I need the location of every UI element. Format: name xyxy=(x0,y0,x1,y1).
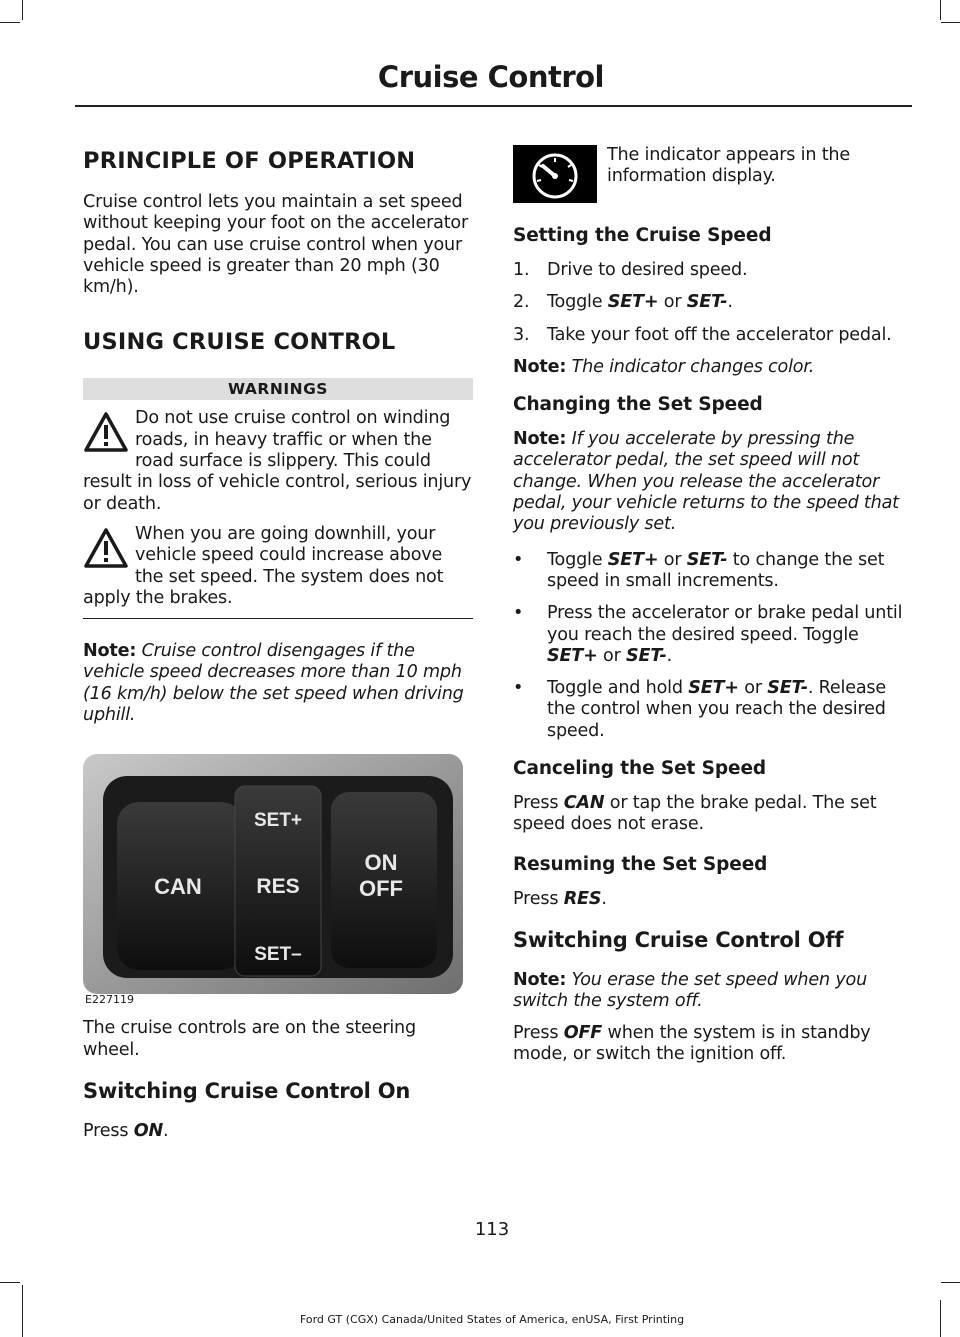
setting-heading: Setting the Cruise Speed xyxy=(513,225,772,246)
divider xyxy=(83,618,473,619)
step-number: 1. xyxy=(513,260,530,280)
bullet-text: Press the accelerator or brake pedal until you reach the desired speed. Toggle xyxy=(547,603,903,645)
off-keyword: OFF xyxy=(563,1022,603,1043)
bullet-text: Toggle xyxy=(547,549,608,570)
controls-location-text: The cruise controls are on the steering wheel. xyxy=(83,1018,416,1060)
off-text-post: when the system is in standby mode, or switch the ignition off. xyxy=(513,1022,871,1064)
off-button-label: OFF xyxy=(359,876,403,902)
bullet: • xyxy=(513,549,524,570)
warning-triangle-icon xyxy=(83,526,129,570)
steering-wheel-switch-illustration xyxy=(83,744,473,1006)
left-column xyxy=(83,148,473,1160)
bullet-text: to change the set speed in small increments. xyxy=(547,549,885,591)
step-text: Take your foot off the accelerator pedal. xyxy=(547,324,892,345)
bullet-text: or xyxy=(738,678,768,699)
bullet: • xyxy=(513,678,524,699)
warning-text: When you are going downhill, your vehicle speed could increase above the set speed. The system does not apply the brakes. xyxy=(83,523,444,608)
set-plus-keyword: SET+ xyxy=(607,292,659,313)
cancel-text xyxy=(513,793,908,836)
canceling-heading: Canceling the Set Speed xyxy=(513,758,767,780)
note-text: You erase the set speed when you switch the system off. xyxy=(513,969,868,1012)
note-text: Cruise control disengages if the vehicle speed decreases more than 10 mph (16 km/h) below the set speed when driving uphill. xyxy=(83,641,464,726)
set-minus-keyword: SET- xyxy=(686,292,728,313)
footer-text: Ford GT (CGX) Canada/United States of America, enUSA, First Printing xyxy=(299,1313,685,1326)
bullet-text: or xyxy=(597,645,627,666)
step-text: Drive to desired speed. xyxy=(547,260,748,280)
resuming-heading: Resuming the Set Speed xyxy=(513,853,768,875)
using-heading: USING CRUISE CONTROL xyxy=(83,329,396,356)
note-indicator xyxy=(513,357,908,378)
res-button-label: RES xyxy=(256,875,300,899)
set-plus-keyword: SET+ xyxy=(547,645,598,666)
principle-text: Cruise control lets you maintain a set speed without keeping your foot on the accelerator pedal. You can use cruise control when your vehicle speed is greater than 20 mph (30 km/h). xyxy=(83,192,469,298)
can-keyword: CAN xyxy=(563,793,605,814)
note-label: Note: xyxy=(513,969,567,990)
switch-off-text xyxy=(513,1023,908,1066)
page-number: 113 xyxy=(474,1219,510,1240)
resume-text-pre: Press xyxy=(513,888,564,909)
switch-on-heading: Switching Cruise Control On xyxy=(83,1078,411,1103)
warnings-heading: WARNINGS xyxy=(83,378,473,400)
switch-off-heading: Switching Cruise Control Off xyxy=(513,927,844,952)
set-minus-keyword: SET- xyxy=(767,678,808,699)
list-item xyxy=(513,550,908,593)
header-rule xyxy=(75,105,912,107)
resume-text xyxy=(513,889,908,910)
principle-heading: PRINCIPLE OF OPERATION xyxy=(83,148,416,174)
bullet-text: . Release the control when you reach the desired speed. xyxy=(547,678,886,741)
page-title: Cruise Control xyxy=(377,60,604,94)
changing-bullets xyxy=(513,550,908,742)
set-plus-keyword: SET+ xyxy=(688,678,739,699)
crop-mark xyxy=(0,1282,20,1283)
period: . xyxy=(162,1120,169,1141)
bullet: • xyxy=(513,603,524,624)
note-text: The indicator changes color. xyxy=(566,356,815,377)
list-item xyxy=(513,260,908,281)
step-text: Toggle xyxy=(547,292,608,313)
switch-on-text xyxy=(83,1121,473,1142)
step-number: 3. xyxy=(513,324,530,345)
image-code: E227119 xyxy=(85,993,134,1007)
set-plus-keyword: SET+ xyxy=(607,549,659,570)
step-text: . xyxy=(727,292,733,313)
crop-mark xyxy=(941,1282,960,1283)
note-text: If you accelerate by pressing the accelerator pedal, the set speed will not change. When you release the accelerator pedal, your vehicle returns to the speed that you previously set. xyxy=(513,429,899,535)
cruise-control-indicator-icon xyxy=(513,145,597,203)
resume-text-post: . xyxy=(601,888,607,909)
changing-heading: Changing the Set Speed xyxy=(513,394,763,416)
set-plus-button-label: SET+ xyxy=(253,810,303,832)
note-erase xyxy=(513,970,908,1013)
indicator-row xyxy=(513,145,908,203)
warning-text: Do not use cruise control on winding roads, in heavy traffic or when the road surface is slippery. This could result in loss of vehicle control, serious injury or death. xyxy=(83,408,472,514)
indicator-text: The indicator appears in the information display. xyxy=(607,145,850,187)
crop-mark xyxy=(0,22,20,23)
note-label: Note: xyxy=(513,356,567,377)
crop-mark xyxy=(940,0,941,20)
right-column xyxy=(513,145,908,1083)
bullet-text: Toggle and hold xyxy=(547,678,689,699)
set-minus-keyword: SET- xyxy=(626,645,667,666)
cruise-control-photo xyxy=(83,744,473,1006)
cancel-text-pre: Press xyxy=(513,793,564,814)
list-item xyxy=(513,325,908,346)
note-label: Note: xyxy=(513,429,567,450)
list-item xyxy=(513,603,908,667)
on-keyword: ON xyxy=(133,1120,163,1141)
note-downhill xyxy=(83,641,473,726)
warning-block xyxy=(83,408,473,514)
list-item xyxy=(513,678,908,742)
set-minus-button-label: SET– xyxy=(254,944,302,966)
setting-steps xyxy=(513,260,908,346)
press-label: Press xyxy=(83,1120,134,1141)
list-item xyxy=(513,292,908,313)
cancel-text-post: or tap the brake pedal. The set speed does not erase. xyxy=(513,793,877,835)
set-minus-keyword: SET- xyxy=(686,549,728,570)
note-accelerate xyxy=(513,429,908,535)
crop-mark xyxy=(941,22,960,23)
warning-block xyxy=(83,524,473,609)
off-text-pre: Press xyxy=(513,1022,564,1043)
on-button-label: ON xyxy=(364,850,398,876)
can-button-label: CAN xyxy=(154,874,202,900)
crop-mark xyxy=(22,1285,23,1337)
step-number: 2. xyxy=(513,292,530,313)
step-text: or xyxy=(658,292,687,313)
crop-mark xyxy=(22,0,23,20)
note-label: Note: xyxy=(83,641,137,662)
warning-triangle-icon xyxy=(83,410,129,454)
bullet-text: . xyxy=(666,645,673,666)
bullet-text: or xyxy=(658,549,687,570)
res-keyword: RES xyxy=(563,888,602,909)
